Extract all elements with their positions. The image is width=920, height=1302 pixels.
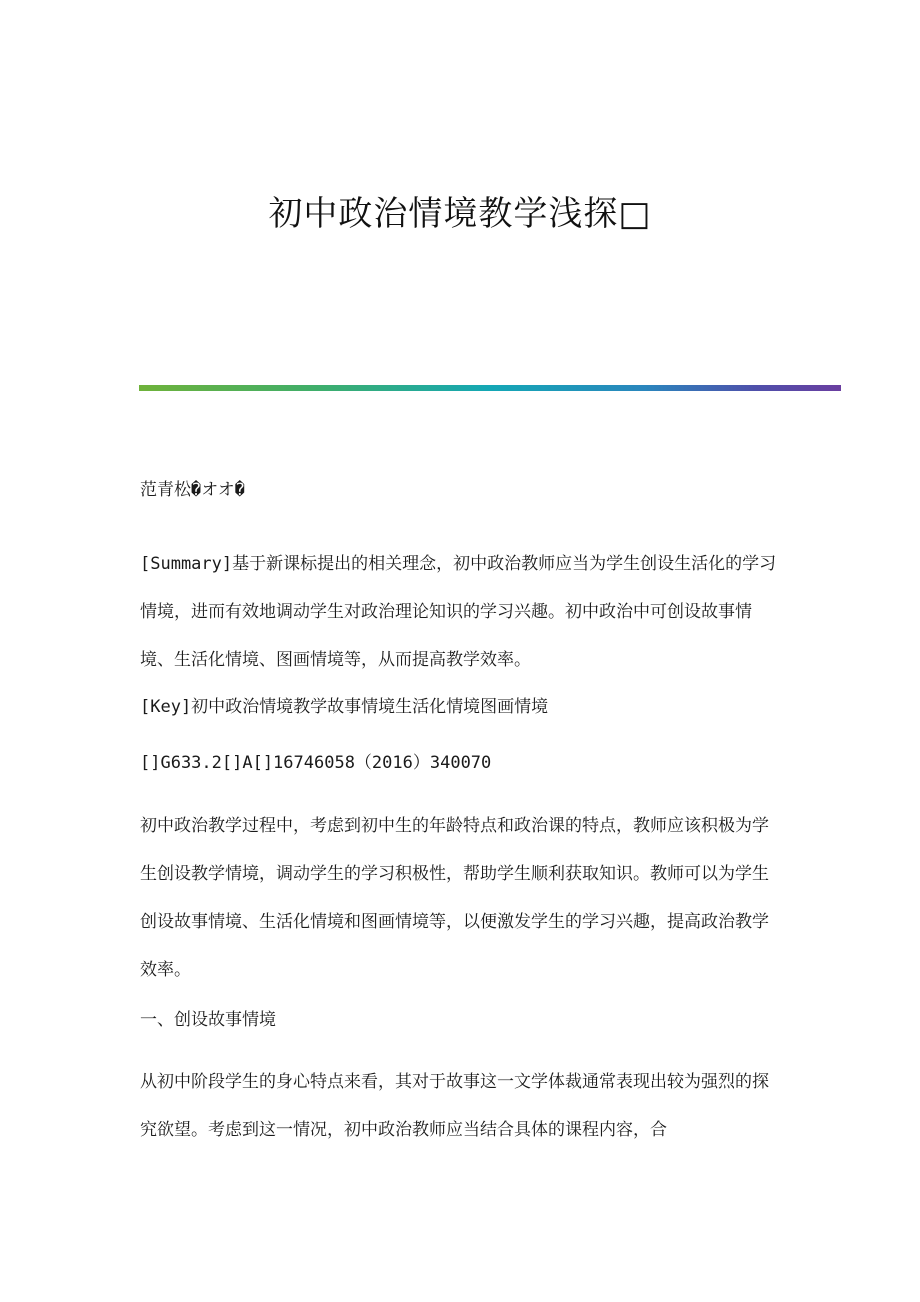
keywords-line: [Key]初中政治情境教学故事情境生活化情境图画情境	[140, 697, 549, 717]
author-line: 范青松�オオ�	[140, 480, 245, 500]
classification-line: []G633.2[]A[]16746058（2016）340070	[140, 753, 492, 773]
section-paragraph: 从初中阶段学生的身心特点来看，其对于故事这一文学体裁通常表现出较为强烈的探究欲望。考虑到这一情况，初中政治教师应当结合具体的课程内容，合	[140, 1072, 769, 1140]
page-title: 初中政治情境教学浅探□	[268, 194, 652, 234]
title-divider	[139, 385, 841, 391]
intro-paragraph: 初中政治教学过程中，考虑到初中生的年龄特点和政治课的特点，教师应该积极为学生创设教学情境，调动学生的学习积极性，帮助学生顺利获取知识。教师可以为学生创设故事情境、生活化情境和图画情境等，以便激发学生的学习兴趣，提高政治教学效率。	[140, 816, 769, 980]
summary-paragraph: [Summary]基于新课标提出的相关理念，初中政治教师应当为学生创设生活化的学习情境，进而有效地调动学生对政治理论知识的学习兴趣。初中政治中可创设故事情境、生活化情境、图画情境等，从而提高教学效率。	[140, 554, 777, 670]
section-heading: 一、创设故事情境	[140, 1010, 276, 1030]
